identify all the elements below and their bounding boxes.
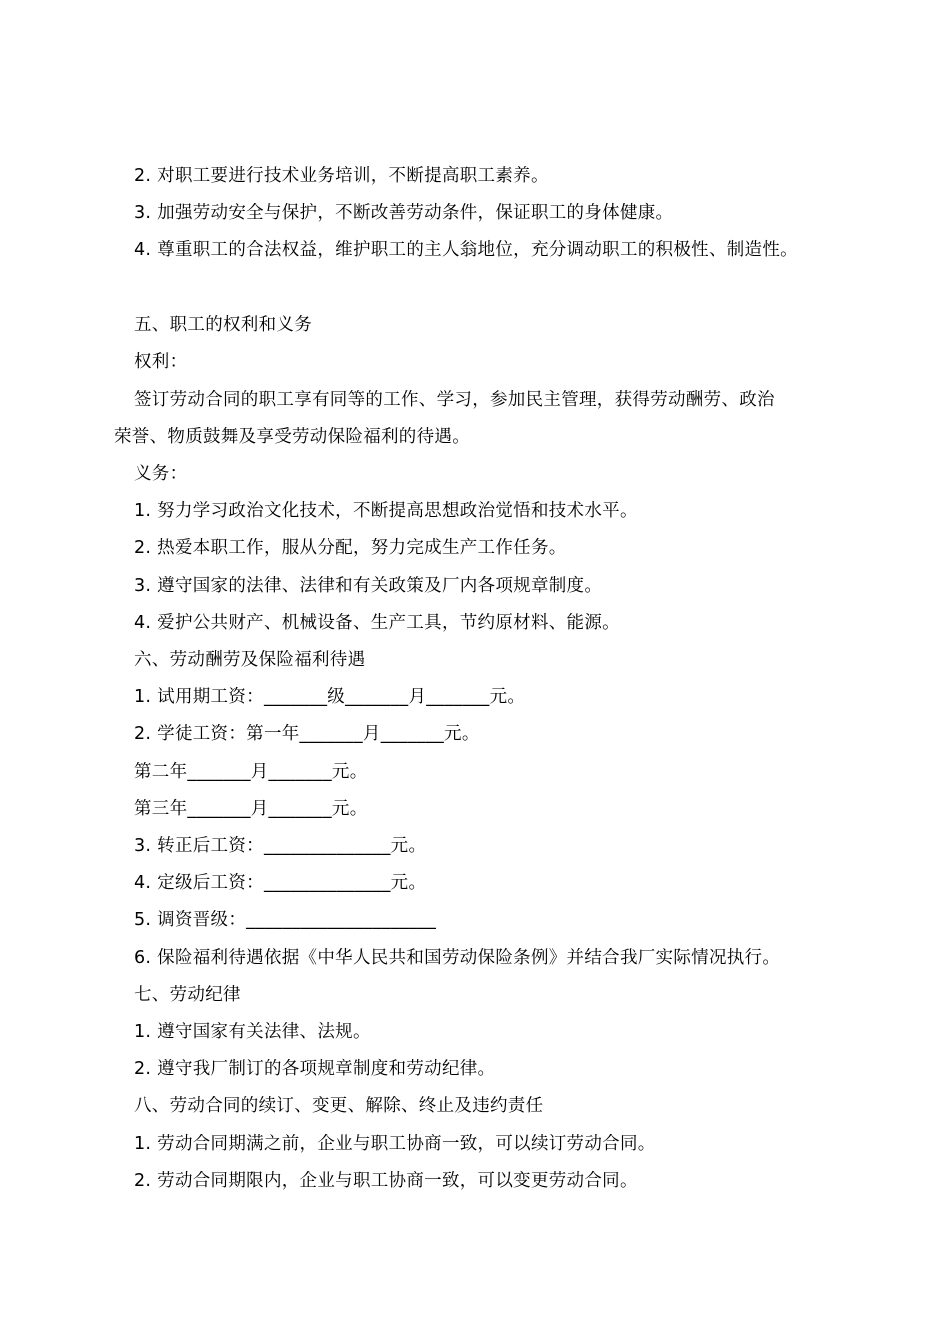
text-line: 1. 劳动合同期满之前，企业与职工协商一致，可以续订劳动合同。: [134, 1134, 656, 1154]
text-line: 3. 加强劳动安全与保护，不断改善劳动条件，保证职工的身体健康。: [134, 203, 674, 223]
text-line: 2. 遵守我厂制订的各项规章制度和劳动纪律。: [134, 1059, 496, 1079]
text-line: 4. 爱护公共财产、机械设备、生产工具，节约原材料、能源。: [134, 613, 620, 633]
text-line: 4. 尊重职工的合法权益，维护职工的主人翁地位，充分调动职工的积极性、制造性。: [134, 240, 798, 260]
subheading-rights: 权利：: [134, 352, 188, 372]
subheading-duties: 义务：: [134, 464, 188, 484]
text-line: 2. 对职工要进行技术业务培训，不断提高职工素养。: [134, 166, 549, 186]
text-line: 第二年_______月_______元。: [134, 762, 368, 782]
section-heading: 五、职工的权利和义务: [134, 315, 312, 335]
text-line: 6. 保险福利待遇依据《中华人民共和国劳动保险条例》并结合我厂实际情况执行。: [134, 948, 781, 968]
section-heading: 八、劳动合同的续订、变更、解除、终止及违约责任: [134, 1096, 544, 1116]
text-line: 2. 热爱本职工作，服从分配，努力完成生产工作任务。: [134, 538, 567, 558]
text-line: 1. 努力学习政治文化技术，不断提高思想政治觉悟和技术水平。: [134, 501, 638, 521]
section-heading: 七、劳动纪律: [134, 985, 241, 1005]
text-line: 2. 劳动合同期限内，企业与职工协商一致，可以变更劳动合同。: [134, 1171, 638, 1191]
text-line: 1. 遵守国家有关法律、法规。: [134, 1022, 371, 1042]
section-heading: 六、劳动酬劳及保险福利待遇: [134, 650, 366, 670]
text-line: 荣誉、物质鼓舞及享受劳动保险福利的待遇。: [114, 427, 470, 447]
text-line: 3. 遵守国家的法律、法律和有关政策及厂内各项规章制度。: [134, 576, 603, 596]
text-line: 5. 调资晋级：_____________________: [134, 910, 437, 930]
text-line: 签订劳动合同的职工享有同等的工作、学习，参加民主管理，获得劳动酬劳、政治: [134, 390, 775, 410]
text-line: 4. 定级后工资：______________元。: [134, 873, 427, 893]
text-line: 第三年_______月_______元。: [134, 799, 368, 819]
text-line: 3. 转正后工资：______________元。: [134, 836, 427, 856]
text-line: 2. 学徒工资：第一年_______月_______元。: [134, 724, 480, 744]
text-line: 1. 试用期工资：_______级_______月_______元。: [134, 687, 526, 707]
